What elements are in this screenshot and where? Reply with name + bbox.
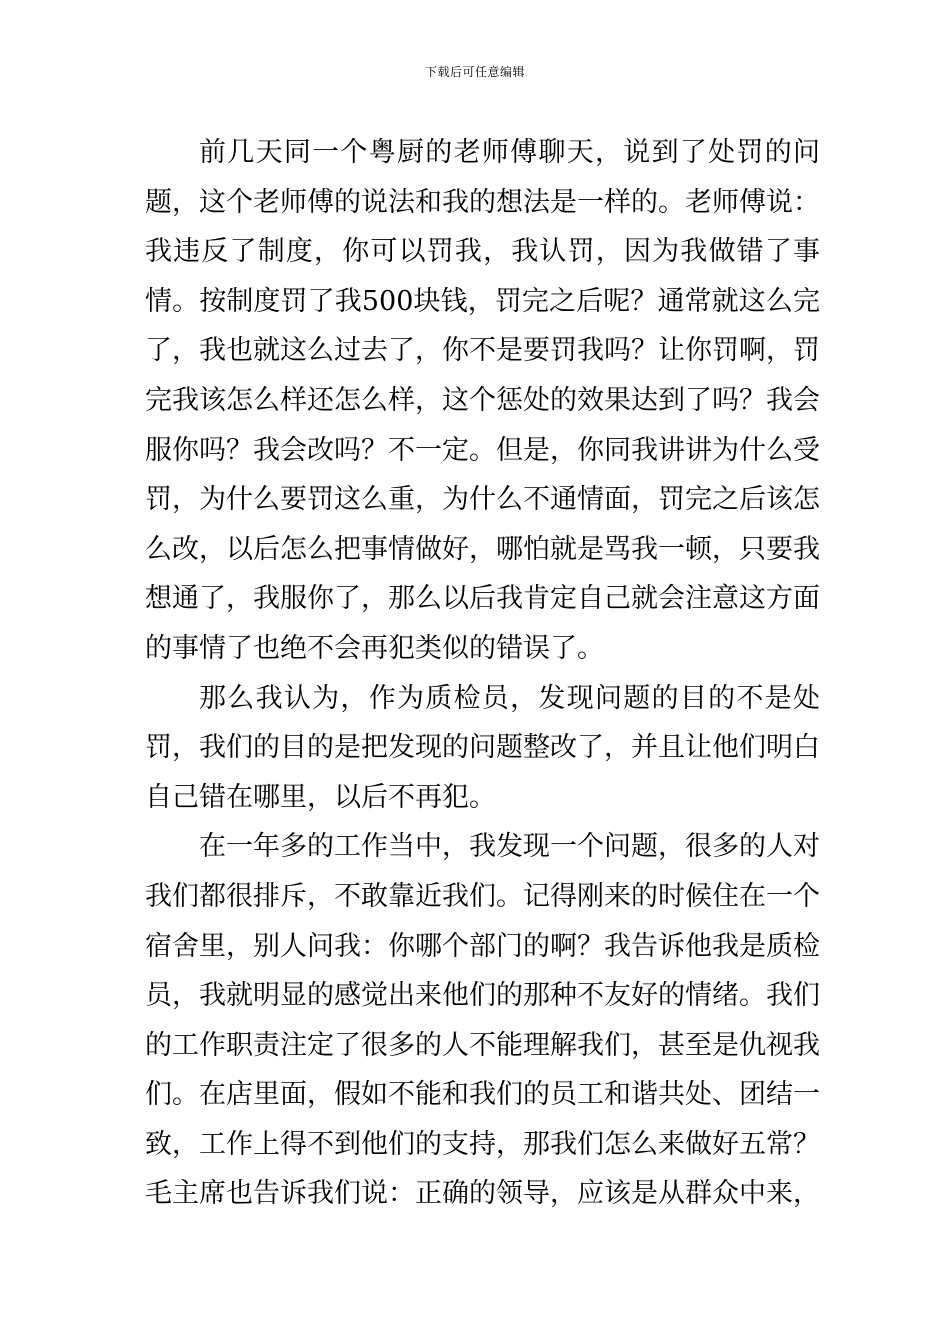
paragraph-3: 在一年多的工作当中，我发现一个问题，很多的人对我们都很排斥，不敢靠近我们。记得刚来的时候住在一个宿舍里，别人问我：你哪个部门的啊？我告诉他我是质检员，我就明显的感觉出来他们的那种不友好的情绪。我们的工作职责注定了很多的人不能理解我们，甚至是仇视我们。在店里面，假如不能和我们的员工和谐共处、团结一致，工作上得不到他们的支持，那我们怎么来做好五常？毛主席也告诉我们说：正确的领导，应该是从群众中来，: [145, 831, 820, 1210]
paragraph-2: 那么我认为，作为质检员，发现问题的目的不是处罚，我们的目的是把发现的问题整改了，并且让他们明白自己错在哪里，以后不再犯。: [145, 682, 820, 813]
document-body: [145, 128, 820, 1219]
paragraph-1: 前几天同一个粤厨的老师傅聊天，说到了处罚的问题，这个老师傅的说法和我的想法是一样的。老师傅说：我违反了制度，你可以罚我，我认罚，因为我做错了事情。按制度罚了我500块钱，罚完之后呢？通常就这么完了，我也就这么过去了，你不是要罚我吗？让你罚啊，罚完我该怎么样还怎么样，这个惩处的效果达到了吗？我会服你吗？我会改吗？不一定。但是，你同我讲讲为什么受罚，为什么要罚这么重，为什么不通情面，罚完之后该怎么改，以后怎么把事情做好，哪怕就是骂我一顿，只要我想通了，我服你了，那么以后我肯定自己就会注意这方面的事情了也绝不会再犯类似的错误了。: [145, 137, 820, 664]
header-note: 下载后可任意编辑: [424, 65, 525, 79]
